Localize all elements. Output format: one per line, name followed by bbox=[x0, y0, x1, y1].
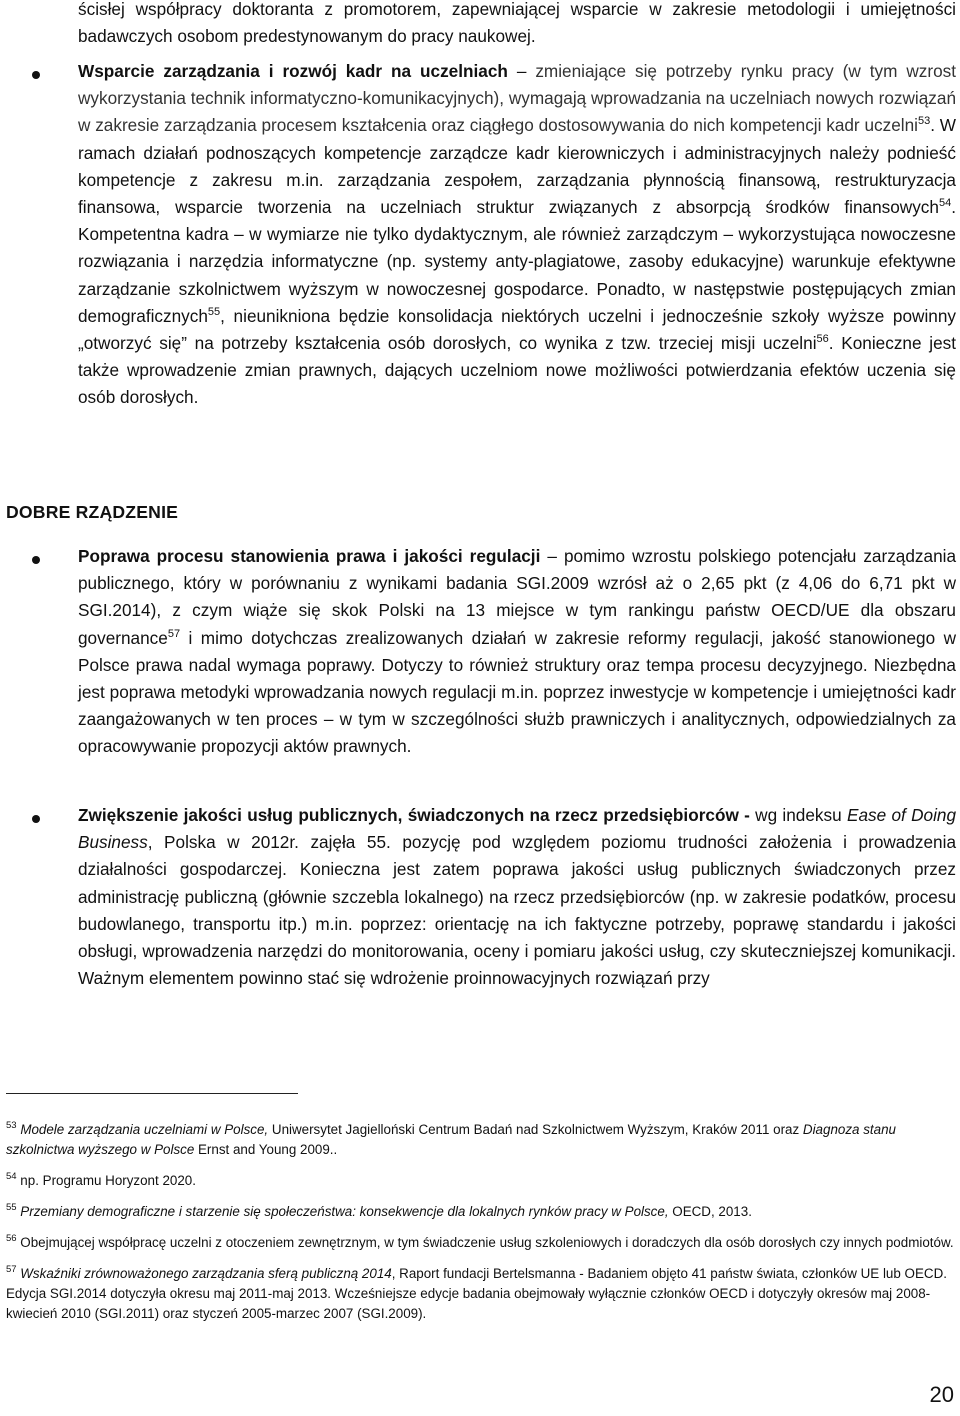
footnote-ref-57[interactable]: 57 bbox=[167, 627, 181, 640]
bullet-text-d: , nieunikniona będzie konsolidacja niektórych uczelni i jednocześnie szkoły wyższe powinny „otworzyć się” na potrzeby kształcenia osób dorosłych, co wynika z tzw. trzeciej misji uczelni bbox=[78, 305, 956, 354]
bullet-italic: Ease of Doing Business bbox=[78, 805, 957, 853]
footnote-number: 55 bbox=[6, 1202, 17, 1213]
footnote-text: Obejmującej współpracę uczelni z otoczeniem zewnętrznym, w tym świadczenie usług szkoleniowych i doradczych dla osób dorosłych czy innych podmiotów. bbox=[16, 1235, 954, 1250]
bullet-title: Poprawa procesu stanowienia prawa i jakości regulacji bbox=[78, 546, 541, 566]
footnote-text: OECD, 2013. bbox=[668, 1204, 752, 1219]
bullet-text-a: pomimo wzrostu polskiego potencjału zarządzania publicznego, który w porównaniu z wynikami badania SGI.2009 wzrósł aż o 2,65 pkt (z 4,06 do 6,71 pkt w SGI.2014), z czym wiąże się skok Polski na 13 miejsce w tym rankingu państw OECD/UE dla obszaru governance bbox=[78, 546, 957, 648]
dash: – bbox=[507, 61, 536, 81]
intro-paragraph bbox=[78, 0, 956, 50]
footnote-italic-2: Diagnoza stanu szkolnictwa wyższego w Polsce bbox=[6, 1122, 896, 1157]
footnote-separator bbox=[6, 1093, 298, 1094]
bullet-text-b: , Polska w 2012r. zajęła 55. pozycję pod względem poziomu trudności założenia i prowadzenia działalności gospodarczej. Konieczna jest zatem poprawa jakości usług publicznych świadczonych przez administrację publiczną (głównie szczebla lokalnego) na rzecz przedsiębiorców (np. w zakresie podatków, procesu budowlanego, transportu itp.) m.in. poprzez: orientację na ich faktyczne potrzeby, poprawę standardu i jakości obsługi, wprowadzenia narzędzi do monitorowania, oceny i pomiaru jakości usług, czy skuteczniejszej komunikacji. Ważnym elementem powinno stać się wdrożenie proinnowacyjnych rozwiązań przy bbox=[78, 832, 956, 989]
footnote-ref-55[interactable]: 55 bbox=[207, 305, 221, 318]
footnote-text-2: Ernst and Young 2009.. bbox=[194, 1142, 338, 1157]
bullet-paragraph bbox=[78, 58, 956, 412]
footnotes bbox=[6, 1120, 956, 1335]
footnote-number: 57 bbox=[6, 1264, 17, 1275]
intro-text: ścisłej współpracy doktoranta z promotorem, zapewniającej wsparcie w zakresie metodologii i umiejętności badawczych osobom predestynowanym do pracy naukowej. bbox=[78, 0, 956, 47]
footnote-53 bbox=[6, 1120, 956, 1160]
bullet-text-c: . Kompetentna kadra – w wymiarze nie tylko dydaktycznym, ale również zarządczym – wykorzystująca nowoczesne rozwiązania i narzędzia informatyczne (np. systemy anty-plagiatowe, zasoby edukacyjne) warunkuje efektywne zarządzanie szkolnictwem wyższym w nowoczesnej gospodarce. Ponadto, w następstwie postępujących zmian demograficznych bbox=[78, 197, 956, 326]
bullet-title: Zwiększenie jakości usług publicznych, świadczonych na rzecz przedsiębiorców - bbox=[78, 805, 750, 825]
bullet-item-kadry bbox=[30, 61, 956, 481]
footnote-ref-56[interactable]: 56 bbox=[816, 333, 829, 346]
footnote-55 bbox=[6, 1202, 956, 1222]
bullet-text-e: . Konieczne jest także wprowadzenie zmian prawnych, dających uczelniom nowe możliwości potwierdzania efektów uczenia się osób dorosłych. bbox=[78, 333, 957, 408]
bullet-item-uslugi bbox=[30, 806, 956, 1096]
bullet-text-b: i mimo dotychczas zrealizowanych działań w zakresie reformy regulacji, jakość stanowionego w Polsce prawa nadal wymaga poprawy. Dotyczy to również struktury oraz tempa procesu decyzyjnego. Niezbędna jest poprawa metodyki wprowadzania nowych regulacji m.in. poprzez inwestycje w kompetencje i umiejętności kadr zaangażowanych w ten proces – w tym w szczególności służb prawniczych i analitycznych, odpowiedzialnych za opracowywanie propozycji aktów prawnych. bbox=[78, 627, 956, 757]
footnote-56 bbox=[6, 1233, 956, 1253]
bullet-text-a: zmieniające się potrzeby rynku pracy (w tym wzrost wykorzystania technik informatyczno-komunikacyjnych), wymagają wprowadzania na uczelniach nowych rozwiązań w zakresie zarządzania procesem kształcenia oraz ciągłego dostosowywania do nich kompetencji kadr uczelni bbox=[78, 61, 956, 136]
footnote-italic: Modele zarządzania uczelniami w Polsce, bbox=[20, 1122, 269, 1137]
bullet-text-a: wg indeksu bbox=[749, 805, 847, 825]
section-heading: DOBRE RZĄDZENIE bbox=[6, 502, 179, 522]
footnote-number: 54 bbox=[6, 1171, 17, 1182]
footnote-57 bbox=[6, 1264, 956, 1324]
bullet-paragraph bbox=[78, 543, 956, 761]
bullet-item-regulacje bbox=[30, 548, 956, 798]
footnote-number: 53 bbox=[6, 1120, 17, 1131]
footnote-54 bbox=[6, 1171, 956, 1191]
bullet-icon bbox=[32, 71, 40, 79]
footnote-number: 56 bbox=[6, 1233, 17, 1244]
bullet-icon bbox=[32, 815, 40, 823]
footnote-text: Uniwersytet Jagielloński Centrum Badań nad Szkolnictwem Wyższym, Kraków 2011 oraz bbox=[268, 1122, 803, 1137]
bullet-title: Wsparcie zarządzania i rozwój kadr na uczelniach bbox=[78, 61, 508, 81]
footnote-ref-53[interactable]: 53 bbox=[917, 115, 931, 128]
page-number: 20 bbox=[929, 1382, 954, 1407]
footnote-text: , Raport fundacji Bertelsmanna - Badaniem objęto 41 państw świata, członków UE lub OECD. Edycja SGI.2014 dotyczyła okresu maj 2011-maj 2013. Wcześniejsze edycje badania obejmowały wyłącznie członków OECD i dotyczyły okresów maj 2008-kwiecień 2010 (SGI.2011) oraz styczeń 2005-marzec 2007 (SGI.2009). bbox=[6, 1266, 947, 1321]
footnote-ref-54[interactable]: 54 bbox=[938, 197, 952, 210]
footnote-italic: Wskaźniki zrównoważonego zarządzania sferą publiczną 2014 bbox=[16, 1266, 392, 1281]
bullet-paragraph bbox=[78, 802, 956, 992]
footnote-text: np. Programu Horyzont 2020. bbox=[16, 1173, 196, 1188]
bullet-icon bbox=[32, 556, 40, 564]
bullet-text-b: . W ramach działań podnoszących kompetencje zarządcze kadr kierowniczych i administracyjnych należy podnieść kompetencje z zakresu m.in. zarządzania zespołem, zarządzania płynnością finansową, restrukturyzacja finansowa, wsparcie tworzenia na uczelniach struktur związanych z absorpcją środków finansowych bbox=[78, 115, 956, 218]
footnote-italic: Przemiany demograficzne i starzenie się społeczeństwa: konsekwencje dla lokalnych rynków pracy w Polsce, bbox=[16, 1204, 669, 1219]
dash: – bbox=[540, 546, 564, 566]
